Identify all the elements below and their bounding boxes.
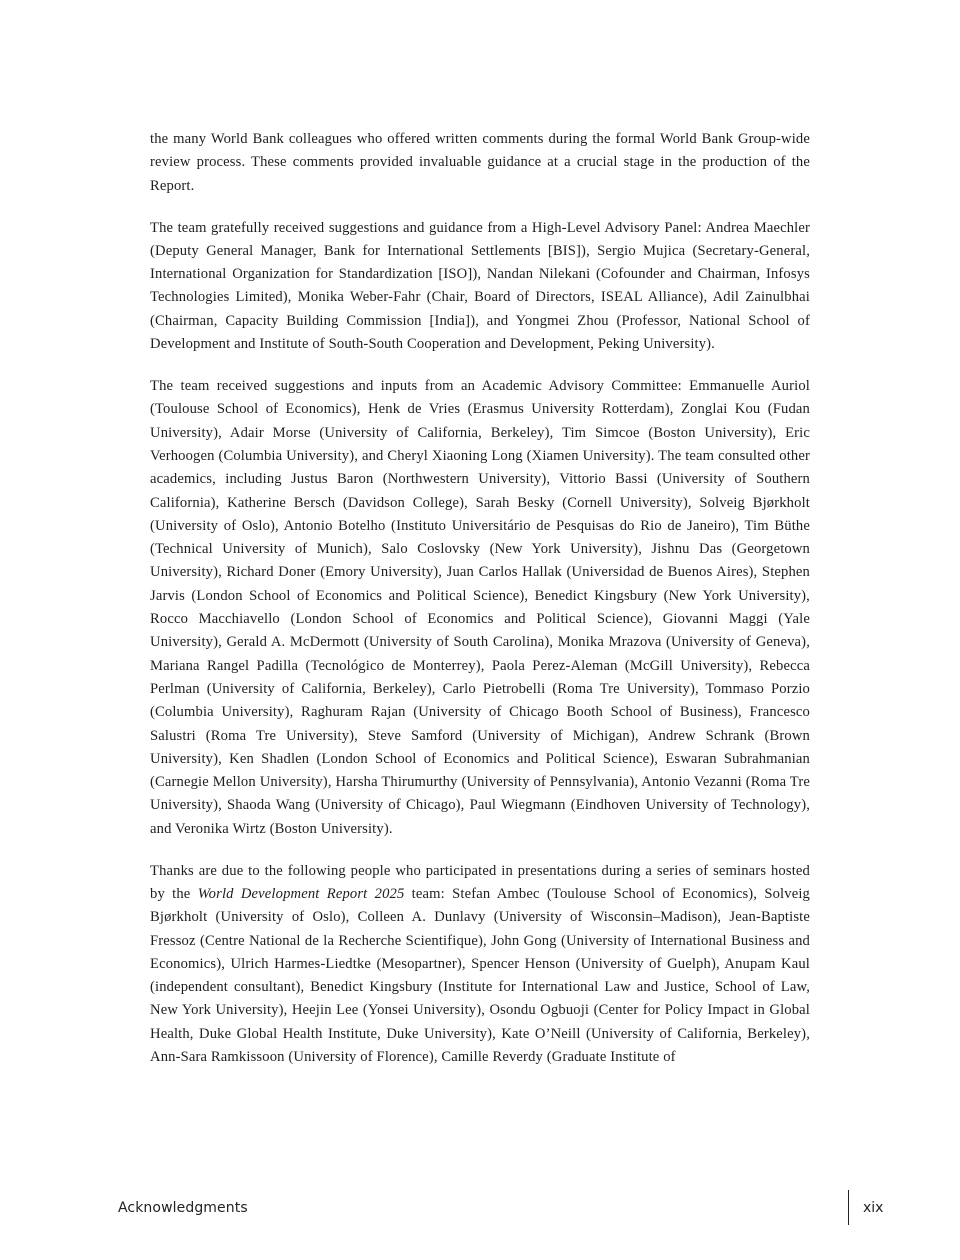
paragraph-seminar-presenters bbox=[150, 860, 810, 1070]
footer-section-title: Acknowledgments bbox=[118, 1200, 248, 1216]
paragraph-advisory-panel: The team gratefully received suggestions and guidance from a High-Level Advisory Panel: Andrea Maechler (Deputy General Manager, Bank for International Settlements [BIS]), Sergio Mujica (Secretary-General, International Organization for Standardization [ISO]), Nandan Nilekani (Cofounder and Chairman, Infosys Technologies Limited), Monika Weber-Fahr (Chair, Board of Directors, ISEAL Alliance), Adil Zainulbhai (Chairman, Capacity Building Commission [India]), and Yongmei Zhou (Professor, National School of Development and Institute of South-South Cooperation and Development, Peking University). bbox=[150, 219, 810, 353]
report-title-italic: World Development Report 2025 bbox=[197, 885, 405, 902]
footer-divider bbox=[848, 1190, 849, 1225]
paragraph-text-before: Thanks are due to the following people who participated in presentations during a series of seminars hosted by the bbox=[150, 862, 810, 902]
paragraph-academic-committee: The team received suggestions and inputs from an Academic Advisory Committee: Emmanuelle Auriol (Toulouse School of Economics), Henk de Vries (Erasmus University Rotterdam), Zonglai Kou (Fudan University), Adair Morse (University of California, Berkeley), Tim Simcoe (Boston University), Eric Verhoogen (Columbia University), and Cheryl Xiaoning Long (Xiamen University). The team consulted other academics, including Justus Baron (Northwestern University), Vittorio Bassi (University of Southern California), Katherine Bersch (Davidson College), Sarah Besky (Cornell University), Solveig Bjørkholt (University of Oslo), Antonio Botelho (Instituto Universitário de Pesquisas do Rio de Janeiro), Tim Büthe (Technical University of Munich), Salo Coslovsky (New York University), Jishnu Das (Georgetown University), Richard Doner (Emory University), Juan Carlos Hallak (Universidad de Buenos Aires), Stephen Jarvis (London School of Economics and Political Science), Benedict Kingsbury (New York University), Rocco Macchiavello (London School of Economics and Political Science), Giovanni Maggi (Yale University), Gerald A. McDermott (University of South Carolina), Monika Mrazova (University of Geneva), Mariana Rangel Padilla (Tecnológico de Monterrey), Paola Perez-Aleman (McGill University), Rebecca Perlman (University of California, Berkeley), Carlo Pietrobelli (Roma Tre University), Tommaso Porzio (Columbia University), Raghuram Rajan (University of Chicago Booth School of Business), Francesco Salustri (Roma Tre University), Steve Samford (University of Michigan), Andrew Schrank (Brown University), Ken Shadlen (London School of Economics and Political Science), Eswaran Subrahmanian (Carnegie Mellon University), Harsha Thirumurthy (University of Pennsylvania), Antonio Vezanni (Roma Tre University), Shaoda Wang (University of Chicago), Paul Wiegmann (Eindhoven University of Technology), and Veronika Wirtz (Boston University). bbox=[150, 378, 810, 837]
paragraph-review-process: the many World Bank colleagues who offered written comments during the formal World Bank Group-wide review process. These comments provided invaluable guidance at a crucial stage in the production of the Report. bbox=[150, 131, 810, 194]
paragraph-text-after: team: Stefan Ambec (Toulouse School of Economics), Solveig Bjørkholt (University of Oslo), Colleen A. Dunlavy (University of Wisconsin–Madison), Jean-Baptiste Fressoz (Centre National de la Recherche Scientifique), John Gong (University of International Business and Economics), Ulrich Harmes-Liedtke (Mesopartner), Spencer Henson (University of Guelph), Anupam Kaul (independent consultant), Benedict Kingsbury (Institute for International Law and Justice, School of Law, New York University), Heejin Lee (Yonsei University), Osondu Ogbuoji (Center for Policy Impact in Global Health, Duke Global Health Institute, Duke University), Kate O’Neill (University of California, Berkeley), Ann-Sara Ramkissoon (University of Florence), Camille Reverdy (Graduate Institute of bbox=[150, 885, 810, 1066]
body-text bbox=[150, 128, 810, 1088]
page-number: xix bbox=[863, 1200, 884, 1216]
